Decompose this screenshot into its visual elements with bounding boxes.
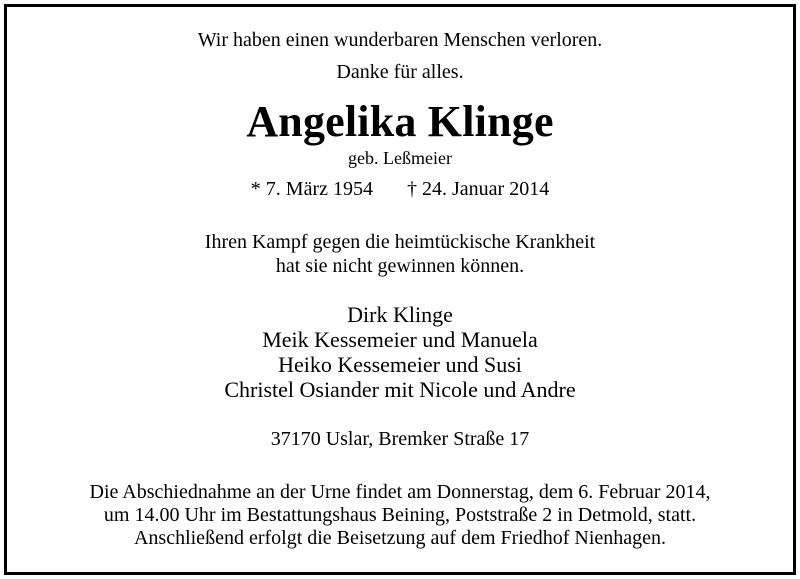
mourner-4: Christel Osiander mit Nicole und Andre (224, 377, 576, 402)
intro-line-2: Danke für alles. (336, 61, 464, 83)
family-address: 37170 Uslar, Bremker Straße 17 (270, 428, 530, 450)
message-line-1: Ihren Kampf gegen die heimtückische Krankheit (204, 231, 596, 253)
life-dates (0, 179, 800, 199)
mourner-3: Heiko Kessemeier und Susi (278, 352, 522, 377)
birth-date: * 7. März 1954 (250, 178, 373, 200)
mourner-1: Dirk Klinge (347, 302, 453, 327)
death-date: † 24. Januar 2014 (407, 178, 550, 200)
mourner-2: Meik Kessemeier und Manuela (262, 327, 538, 352)
funeral-notice-line-3: Anschließend erfolgt die Beisetzung auf dem Friedhof Nienhagen. (133, 527, 667, 549)
funeral-notice-line-1: Die Abschiednahme an der Urne findet am Donnerstag, dem 6. Februar 2014, (89, 481, 711, 503)
message-line-2: hat sie nicht gewinnen können. (275, 255, 525, 277)
funeral-notice-line-2: um 14.00 Uhr im Bestattungshaus Beining, Poststraße 2 in Detmold, statt. (103, 504, 697, 526)
birth-name: geb. Leßmeier (348, 148, 452, 168)
intro-line-1: Wir haben einen wunderbaren Menschen verloren. (197, 29, 603, 51)
deceased-name: Angelika Klinge (246, 97, 554, 146)
